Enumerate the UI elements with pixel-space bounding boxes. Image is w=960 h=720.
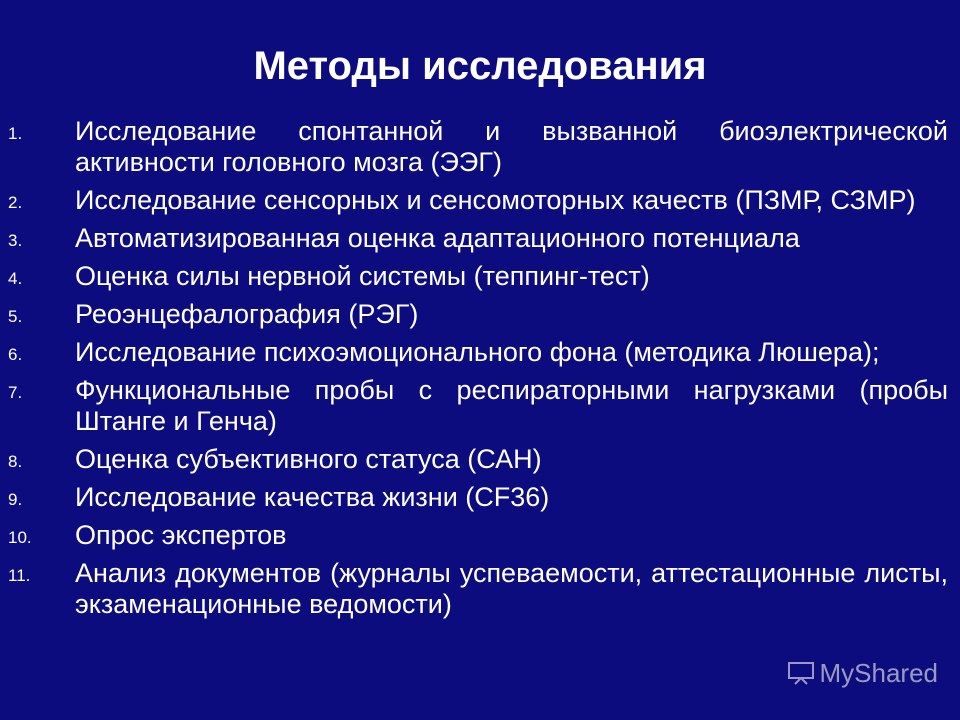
- watermark-text: MyShared: [819, 658, 938, 688]
- list-item-number: 10.: [8, 528, 32, 547]
- list-item: [0, 482, 960, 513]
- list-item-text: Опрос экспертов: [75, 520, 287, 550]
- list-item-text: Оценка силы нервной системы (теппинг-тест): [75, 261, 650, 291]
- list-item-text: Исследование качества жизни (CF36): [75, 482, 550, 512]
- list-item: [0, 375, 960, 437]
- list-item-number: 6.: [8, 345, 23, 364]
- list-item-number: 9.: [8, 490, 23, 509]
- list-item-number: 11.: [8, 566, 31, 585]
- list-item: [0, 444, 960, 475]
- list-item-text: Исследование психоэмоционального фона (методика Люшера);: [75, 337, 880, 367]
- list-item-number: 8.: [8, 452, 23, 471]
- watermark[interactable]: [786, 658, 939, 688]
- list-item: [0, 116, 960, 178]
- list-item-text: Анализ документов (журналы успеваемости, аттестационные листы, экзаменационные ведомости): [75, 558, 948, 619]
- list-item: [0, 185, 960, 216]
- list-item-number: 4.: [8, 269, 23, 288]
- list-item-number: 1.: [8, 124, 23, 143]
- list-item: [0, 558, 960, 620]
- list-item-text: Автоматизированная оценка адаптационного потенциала: [75, 223, 800, 253]
- list-item: [0, 337, 960, 368]
- list-item-text: Исследование сенсорных и сенсомоторных качеств (ПЗМР, СЗМР): [75, 185, 916, 215]
- presentation-board-icon: [786, 661, 816, 685]
- list-item-number: 3.: [8, 231, 23, 250]
- methods-list: [0, 116, 960, 627]
- list-item-text: Функциональные пробы с респираторными нагрузками (пробы Штанге и Генча): [75, 375, 948, 436]
- list-item-text: Реоэнцефалография (РЭГ): [75, 299, 419, 329]
- list-item: [0, 520, 960, 551]
- list-item-text: Исследование спонтанной и вызванной биоэлектрической активности головного мозга (ЭЭГ): [75, 116, 948, 177]
- list-item-number: 7.: [8, 383, 23, 402]
- list-item-number: 5.: [8, 307, 23, 326]
- list-item: [0, 299, 960, 330]
- list-item: [0, 261, 960, 292]
- slide-title: Методы исследования: [253, 44, 707, 88]
- list-item: [0, 223, 960, 254]
- list-item-text: Оценка субъективного статуса (САН): [75, 444, 542, 474]
- list-item-number: 2.: [8, 193, 23, 212]
